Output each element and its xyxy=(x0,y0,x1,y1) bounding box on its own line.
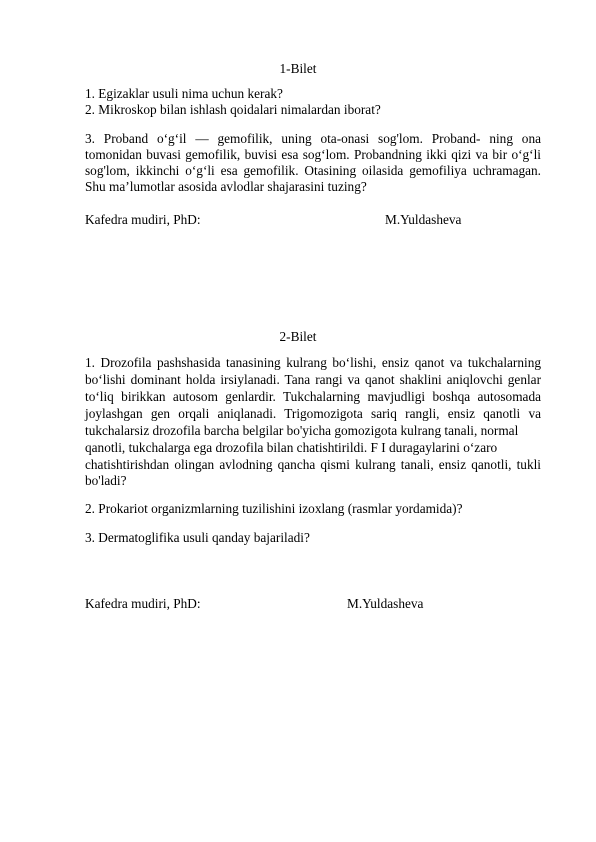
ticket1-signature-label: Kafedra mudiri, PhD: xyxy=(85,212,201,227)
ticket2-signature-label: Kafedra mudiri, PhD: xyxy=(85,596,201,611)
ticket2-question-1-line-8: bo'ladi? xyxy=(85,473,127,488)
ticket2-question-1-line-7: chatishtirishdan olingan avlodning qancha qismi kulrang tanali, ensiz qanotli, tukli xyxy=(85,457,541,472)
ticket2-question-1-line-6: qanotli, tukchalarga ega drozofila bilan chatishtirildi. F I duragaylarini o‘zaro xyxy=(85,440,498,455)
ticket2-title: 2-Bilet xyxy=(279,329,317,344)
ticket2-question-1-line-4: joylashgan gen orqali aniqlanadi. Trigomozigota sariq rangli, ensiz qanotli va xyxy=(85,406,541,421)
ticket2-question-1-line-1: 1. Drozofila pashshasida tanasining kulrang bo‘lishi, ensiz qanot va tukchalarning xyxy=(85,355,541,370)
ticket1-title: 1-Bilet xyxy=(279,61,317,76)
ticket1-question-3: 3. Proband o‘g‘il — gemofilik, uning ota-onasi sog'lom. Proband- ning ona tomonidan buvasi gemofilik, buvisi esa sog‘lom. Probandning ikki qizi va bir o‘g‘li sog'lom, ikkinchi o‘g‘li esa gemofilik. Otasining oilasida gemofiliya uchramagan. Shu ma’lumotlar asosida avlodlar shajarasini tuzing? xyxy=(85,131,541,194)
ticket2-question-1-line-2: bo‘lishi dominant holda irsiylanadi. Tana rangi va qanot shaklini aniqlovchi genlar xyxy=(85,372,541,387)
ticket2-question-1-line-5: tukchalarsiz drozofila barcha belgilar bo'yicha gomozigota kulrang tanali, normal xyxy=(85,423,519,438)
ticket1-signature-name: M.Yuldasheva xyxy=(385,212,462,227)
ticket1-question-1: 1. Egizaklar usuli nima uchun kerak? xyxy=(85,86,283,101)
ticket2-question-1-line-3: to‘liq birikkan autosom genlardir. Tukchalarning mavjudligi boshqa autosomada xyxy=(85,389,541,404)
ticket2-question-2: 2. Prokariot organizmlarning tuzilishini izoxlang (rasmlar yordamida)? xyxy=(85,501,463,516)
ticket2-signature-name: M.Yuldasheva xyxy=(347,596,424,611)
ticket1-question-2: 2. Mikroskop bilan ishlash qoidalari nimalardan iborat? xyxy=(85,102,381,117)
ticket2-question-3: 3. Dermatoglifika usuli qanday bajariladi? xyxy=(85,530,310,545)
